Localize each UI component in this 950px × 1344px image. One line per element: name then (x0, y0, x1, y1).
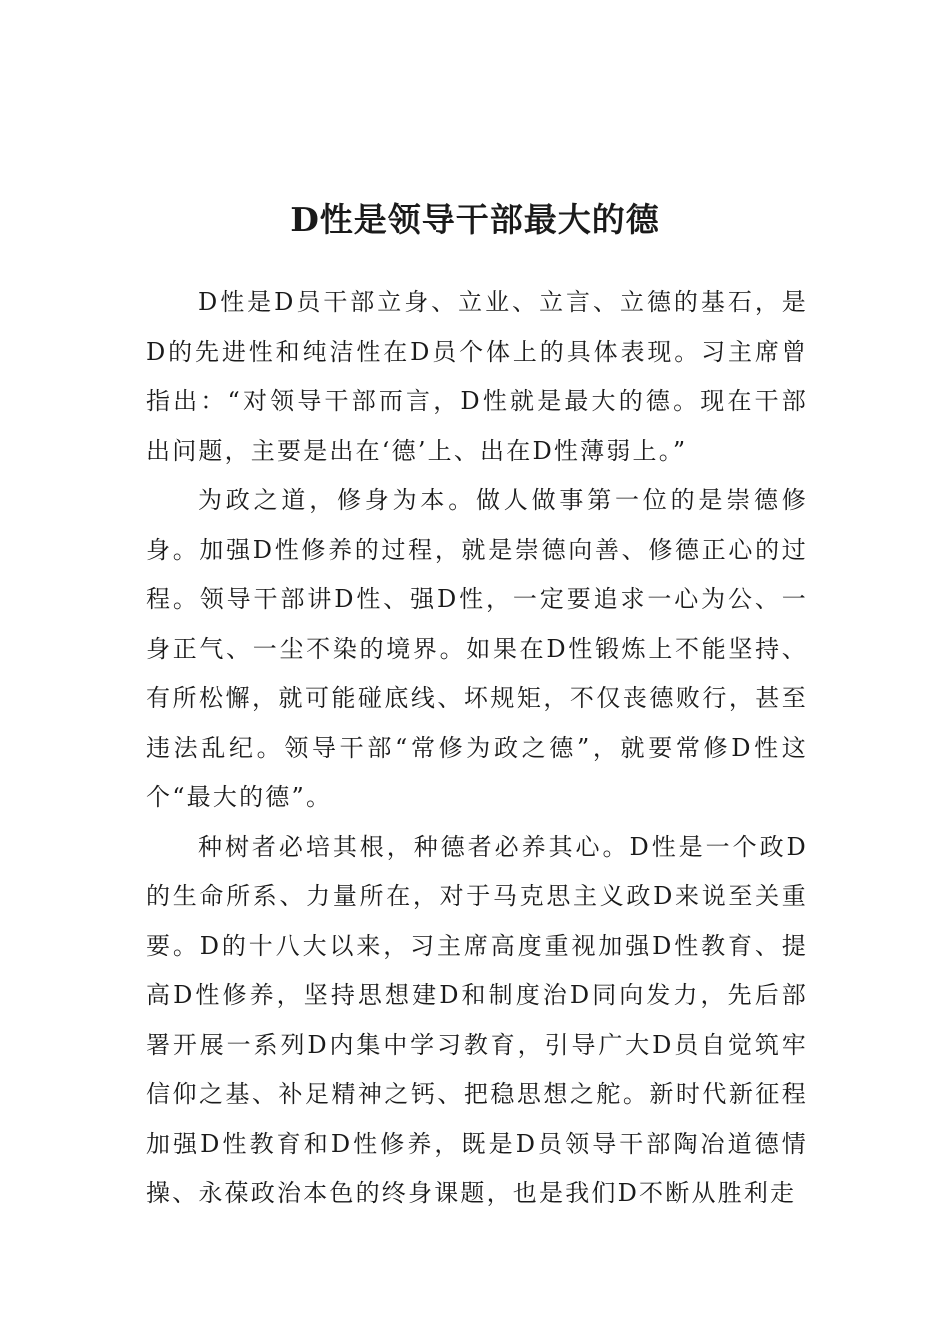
document-body (146, 278, 808, 1219)
paragraph-3: 种树者必培其根，种德者必养其心。D性是一个政D的生命所系、力量所在，对于马克思主义政D来说至关重要。D的十八大以来，习主席高度重视加强D性教育、提高D性修养，坚持思想建D和制度治D同向发力，先后部署开展一系列D内集中学习教育，引导广大D员自觉筑牢信仰之基、补足精神之钙、把稳思想之舵。新时代新征程加强D性教育和D性修养，既是D员领导干部陶冶道德情操、永葆政治本色的终身课题，也是我们D不断从胜利走 (146, 832, 808, 1207)
paragraph-1: D性是D员干部立身、立业、立言、立德的基石，是D的先进性和纯洁性在D员个体上的具体表现。习主席曾指出：“对领导干部而言，D性就是最大的德。现在干部出问题，主要是出在‘德’上、出在D性薄弱上。” (146, 288, 808, 465)
document-title: D性是领导干部最大的德 (290, 200, 660, 240)
paragraph-2: 为政之道，修身为本。做人做事第一位的是崇德修身。加强D性修养的过程，就是崇德向善、修德正心的过程。领导干部讲D性、强D性，一定要追求一心为公、一身正气、一尘不染的境界。如果在D性锻炼上不能坚持、有所松懈，就可能碰底线、坏规矩，不仅丧德败行，甚至违法乱纪。领导干部“常修为政之德”，就要常修D性这个“最大的德”。 (146, 486, 808, 811)
